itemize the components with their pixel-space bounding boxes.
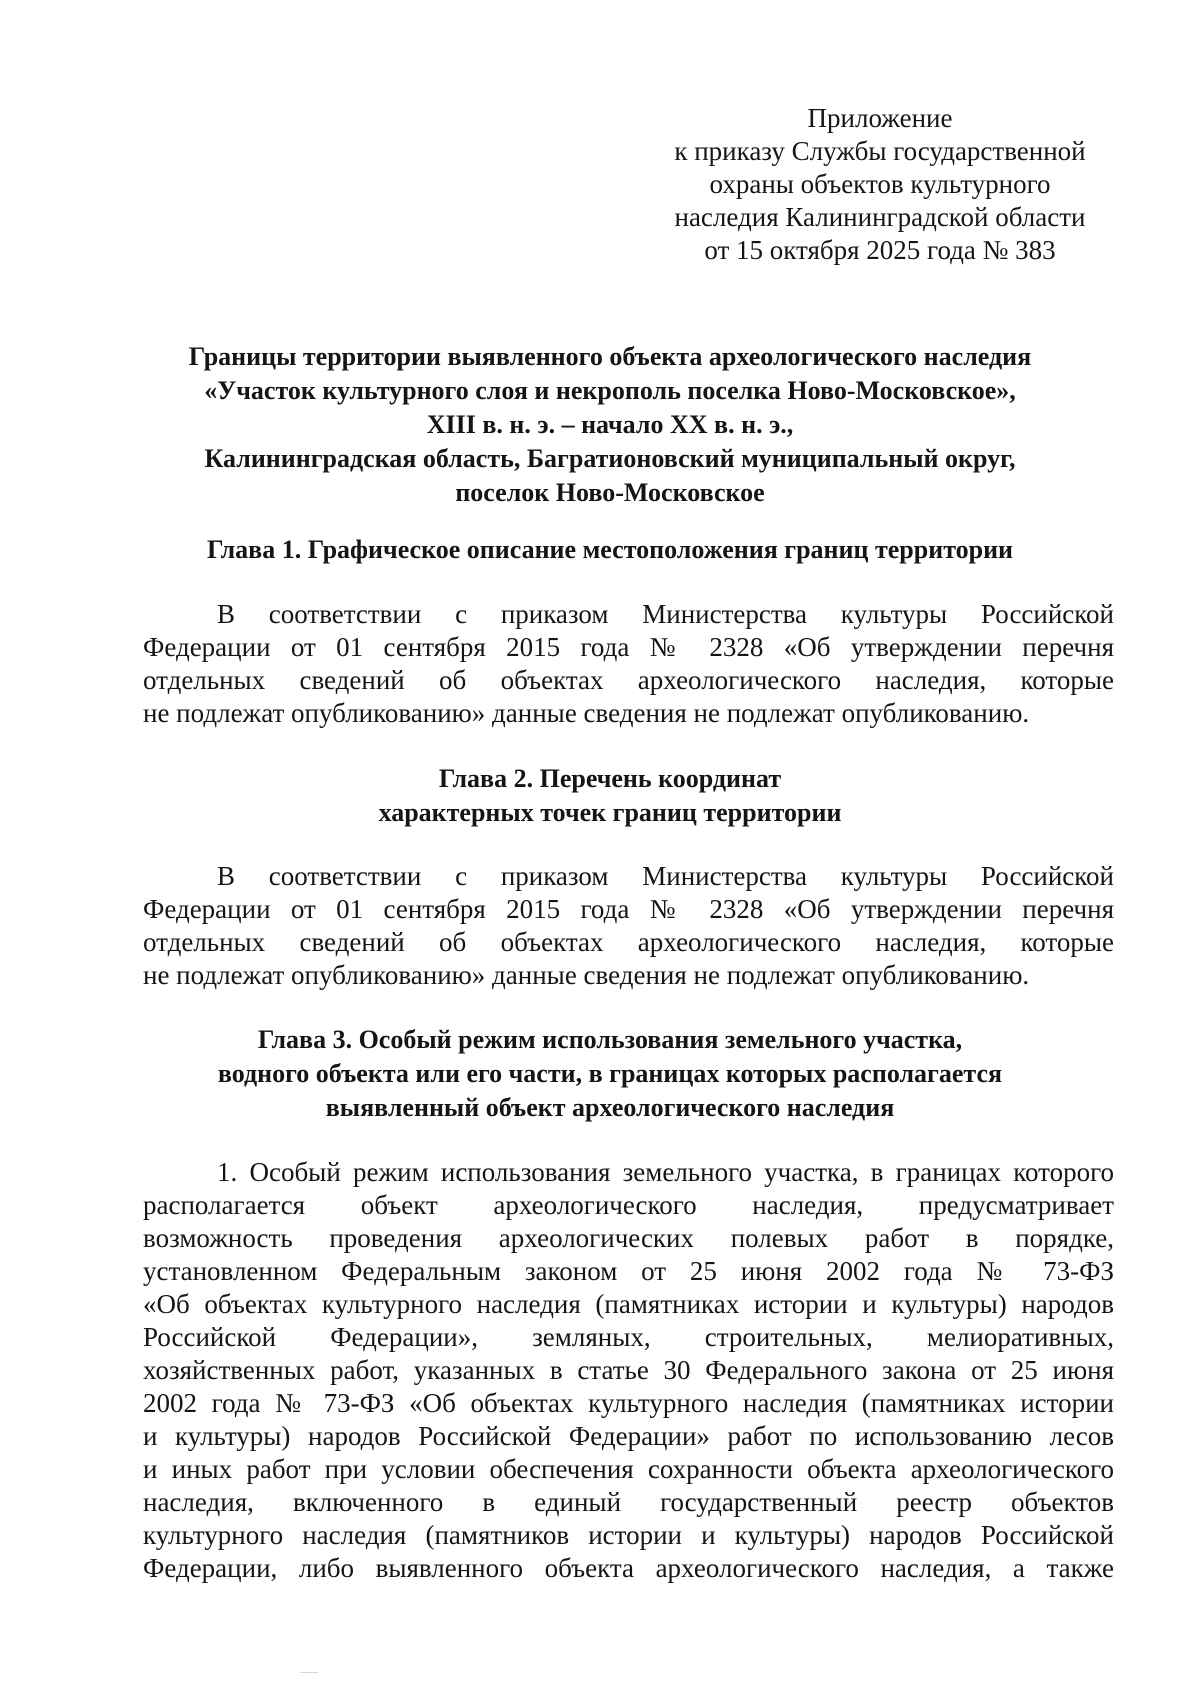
chapter-2-heading xyxy=(130,762,1090,830)
paragraph-line: отдельных сведений об объектах археологического наследия, которые xyxy=(143,665,1114,695)
paragraph-line: отдельных сведений об объектах археологического наследия, которые xyxy=(143,927,1114,957)
heading-line: характерных точек границ территории xyxy=(378,798,842,827)
appendix-line: наследия Калининградской области xyxy=(674,202,1086,232)
appendix-line: к приказу Службы государственной xyxy=(674,136,1086,166)
heading-line: Глава 1. Графическое описание местоположения границ территории xyxy=(206,535,1014,564)
heading-line: Глава 3. Особый режим использования земельного участка, xyxy=(257,1025,963,1054)
paragraph-line: Федерации от 01 сентября 2015 года № 2328 «Об утверждении перечня xyxy=(143,632,1114,662)
chapter-1-paragraph xyxy=(143,598,1114,730)
paragraph-line: хозяйственных работ, указанных в статье 30 Федерального закона от 25 июня xyxy=(143,1355,1114,1385)
paragraph-line: В соответствии с приказом Министерства культуры Российской xyxy=(217,599,1114,629)
appendix-line: Приложение xyxy=(807,103,953,133)
paragraph-line: культурного наследия (памятников истории и культуры) народов Российской xyxy=(143,1520,1114,1550)
heading-line: Глава 2. Перечень координат xyxy=(438,764,782,793)
title-line: Калининградская область, Багратионовский муниципальный округ, xyxy=(204,444,1016,473)
paragraph-line: и иных работ при условии обеспечения сохранности объекта археологического xyxy=(143,1454,1114,1484)
chapter-3-paragraph xyxy=(143,1156,1114,1585)
chapter-2-paragraph xyxy=(143,860,1114,992)
heading-line: выявленный объект археологического наследия xyxy=(325,1093,895,1122)
title-line: XIII в. н. э. – начало XX в. н. э., xyxy=(426,410,794,439)
paragraph-line: возможность проведения археологических полевых работ в порядке, xyxy=(143,1223,1114,1253)
appendix-line: охраны объектов культурного xyxy=(709,169,1051,199)
heading-line: водного объекта или его части, в границах которых располагается xyxy=(217,1059,1003,1088)
paragraph-line: не подлежат опубликованию» данные сведения не подлежат опубликованию. xyxy=(143,960,1030,990)
document-title xyxy=(130,340,1090,510)
paragraph-line: Федерации от 01 сентября 2015 года № 2328 «Об утверждении перечня xyxy=(143,894,1114,924)
scan-artifact xyxy=(300,1672,318,1673)
chapter-3-heading xyxy=(130,1023,1090,1125)
paragraph-line: наследия, включенного в единый государственный реестр объектов xyxy=(143,1487,1114,1517)
paragraph-line: В соответствии с приказом Министерства культуры Российской xyxy=(217,861,1114,891)
paragraph-line: и культуры) народов Российской Федерации» работ по использованию лесов xyxy=(143,1421,1114,1451)
paragraph-line: 1. Особый режим использования земельного участка, в границах которого xyxy=(217,1157,1114,1187)
chapter-1-heading xyxy=(130,533,1090,567)
paragraph-line: 2002 года № 73-ФЗ «Об объектах культурного наследия (памятниках истории xyxy=(143,1388,1114,1418)
paragraph-line: «Об объектах культурного наследия (памятниках истории и культуры) народов xyxy=(143,1289,1114,1319)
title-line: «Участок культурного слоя и некрополь поселка Ново-Московское», xyxy=(204,376,1016,405)
paragraph-line: не подлежат опубликованию» данные сведения не подлежат опубликованию. xyxy=(143,698,1030,728)
appendix-block xyxy=(660,102,1100,267)
paragraph-line: Федерации, либо выявленного объекта археологического наследия, а также xyxy=(143,1553,1114,1583)
paragraph-line: Российской Федерации», земляных, строительных, мелиоративных, xyxy=(143,1322,1114,1352)
appendix-line: от 15 октября 2025 года № 383 xyxy=(704,235,1056,265)
paragraph-line: располагается объект археологического наследия, предусматривает xyxy=(143,1190,1114,1220)
title-line: поселок Ново-Московское xyxy=(455,478,765,507)
paragraph-line: установленном Федеральным законом от 25 июня 2002 года № 73-ФЗ xyxy=(143,1256,1114,1286)
title-line: Границы территории выявленного объекта археологического наследия xyxy=(188,342,1032,371)
